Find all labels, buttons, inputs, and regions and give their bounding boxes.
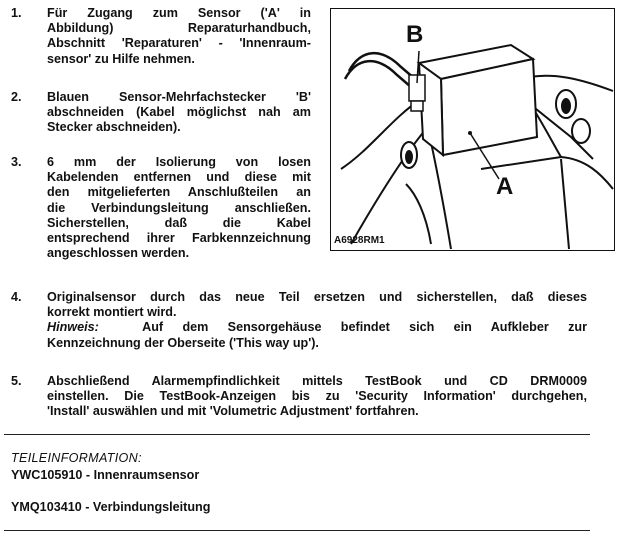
step-number: 1. (11, 6, 22, 20)
figure-code: A6928RM1 (334, 235, 385, 246)
step-text (47, 290, 587, 351)
step-text (47, 155, 311, 261)
step-number: 4. (11, 290, 22, 304)
label-a: A (496, 173, 514, 200)
part-item: YWC105910 - Innenraumsensor (11, 468, 200, 482)
step-line: Für Zugang zum Sensor ('A' in (47, 6, 311, 20)
step-line: Originalsensor durch das neue Teil ersetzen und sicherstellen, daß dieses (47, 290, 587, 304)
sensor-illustration (331, 9, 614, 250)
label-b: B (406, 21, 424, 48)
step-number: 3. (11, 155, 22, 169)
step-text (47, 374, 587, 420)
divider-bottom (4, 530, 590, 531)
hint-label: Hinweis: (47, 320, 99, 335)
step-line: korrekt montiert wird. (47, 305, 177, 320)
step-line: 'Install' auswählen und mit 'Volumetric Adjustment' fortfahren. (47, 404, 419, 419)
step-line: sensor' zu Hilfe nehmen. (47, 51, 195, 66)
sensor-figure (330, 8, 615, 251)
step-text (47, 6, 311, 67)
step-line: Stecker abschneiden). (47, 120, 181, 135)
step-line: angeschlossen werden. (47, 246, 190, 261)
step-line: Abschnitt 'Reparaturen' - 'Innenraum- (47, 36, 311, 51)
step-line: die Verbindungsleitung anschließen. (47, 200, 311, 215)
step-line: Sicherstellen, daß die Kabel (47, 215, 311, 230)
step-number: 2. (11, 90, 22, 104)
step-number: 5. (11, 374, 22, 388)
parts-title: TEILEINFORMATION: (11, 451, 142, 465)
part-item: YMQ103410 - Verbindungsleitung (11, 500, 211, 514)
step-text (47, 90, 311, 136)
step-line: Abbildung) Reparaturhandbuch, (47, 21, 311, 36)
step-line: Abschließend Alarmempfindlichkeit mittels TestBook und CD DRM0009 (47, 374, 587, 388)
step-line: einstellen. Die TestBook-Anzeigen bis zu 'Security Information' durchgehen, (47, 389, 587, 404)
hint-continuation: Kennzeichnung der Oberseite ('This way up'). (47, 335, 319, 350)
hint-text: Auf dem Sensorgehäuse befindet sich ein Aufkleber zur (142, 320, 588, 335)
step-line: Kabelenden entfernen und diese mit (47, 170, 311, 185)
step-line: entsprechend ihrer Farbkennzeichnung (47, 231, 311, 246)
divider-top (4, 434, 590, 435)
step-line: abschneiden (Kabel möglichst nah am (47, 105, 311, 120)
step-line: den mitgelieferten Anschlußteilen an (47, 185, 311, 200)
step-line: Blauen Sensor-Mehrfachstecker 'B' (47, 90, 311, 104)
hint-line (47, 320, 587, 335)
step-line: 6 mm der Isolierung von losen (47, 155, 311, 169)
